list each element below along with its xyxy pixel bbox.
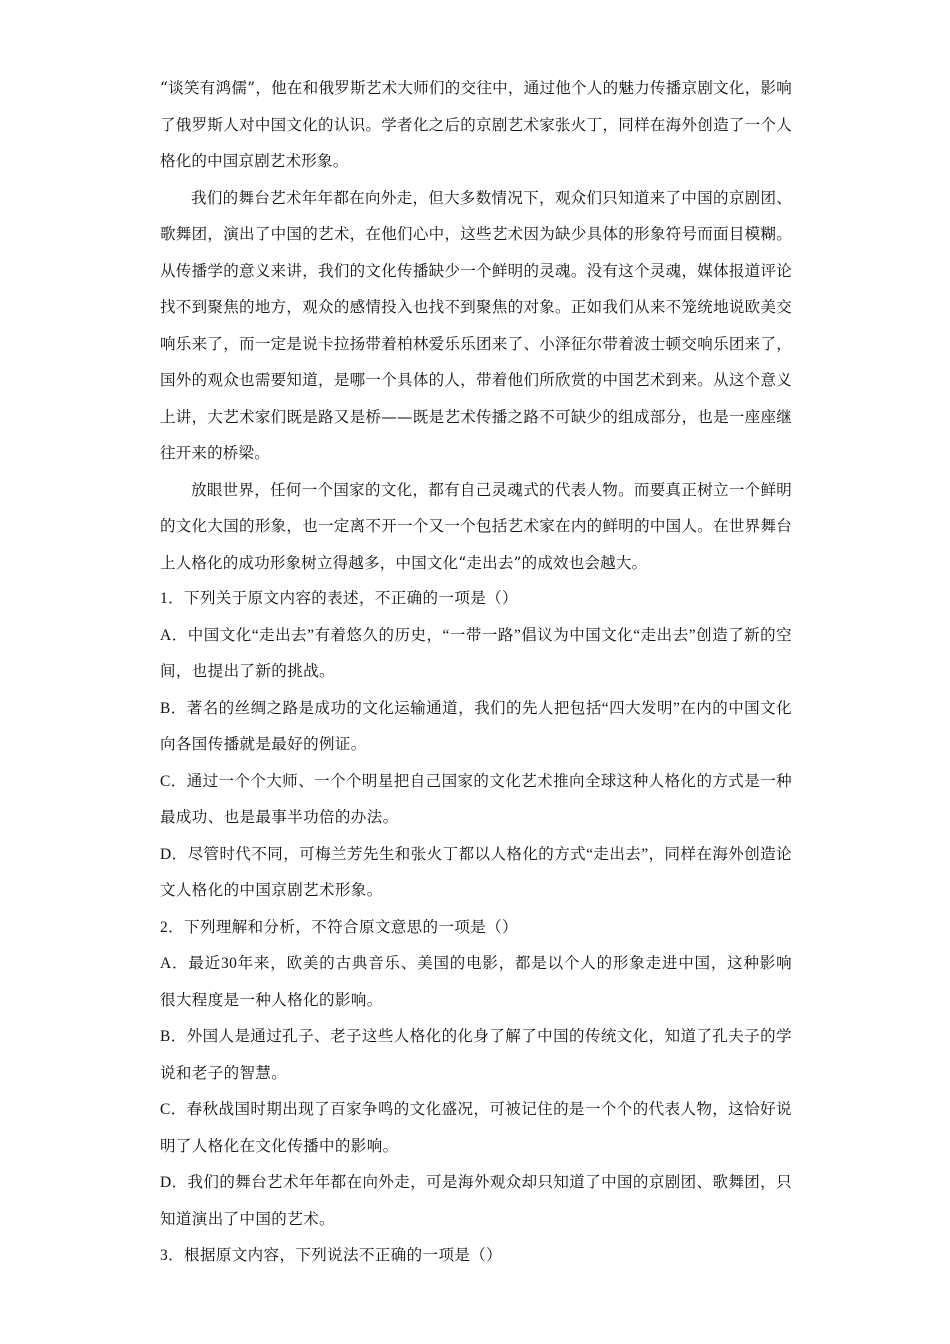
option-b: B．外国人是通过孔子、老子这些人格化的化身了解了中国的传统文化，知道了孔夫子的学说和老子的智慧。 <box>160 1028 792 1082</box>
question-2 <box>160 910 792 1239</box>
passage-paragraph: 我们的舞台艺术年年都在向外走，但大多数情况下，观众们只知道来了中国的京剧团、歌舞团，演出了中国的艺术，在他们心中，这些艺术因为缺少具体的形象符号而面目模糊。从传播学的意义来讲，我们的文化传播缺少一个鲜明的灵魂。没有这个灵魂，媒体报道评论找不到聚焦的地方，观众的感情投入也找不到聚焦的对象。正如我们从来不笼统地说欧美交响乐来了，而一定是说卡拉扬带着柏林爱乐乐团来了、小泽征尔带着波士顿交响乐团来了，国外的观众也需要知道，是哪一个具体的人，带着他们所欣赏的中国艺术到来。从这个意义上讲，大艺术家们既是路又是桥——既是艺术传播之路不可缺少的组成部分，也是一座座继往开来的桥梁。 <box>160 188 792 462</box>
option-a: A．最近30年来，欧美的古典音乐、美国的电影，都是以个人的形象走进中国，这种影响很大程度是一种人格化的影响。 <box>160 955 792 1009</box>
option-a: A．中国文化“走出去”有着悠久的历史，“一带一路”倡议为中国文化“走出去”创造了新的空间，也提出了新的挑战。 <box>160 626 792 680</box>
question-stem: 1．下列关于原文内容的表述，不正确的一项是（） <box>160 590 518 607</box>
question-stem: 3．根据原文内容，下列说法不正确的一项是（） <box>160 1247 503 1264</box>
passage-paragraph: “谈笑有鸿儒”，他在和俄罗斯艺术大师们的交往中，通过他个人的魅力传播京剧文化，影响了俄罗斯人对中国文化的认识。学者化之后的京剧艺术家张火丁，同样在海外创造了一个人格化的中国京剧艺术形象。 <box>160 79 792 170</box>
question-3 <box>160 1238 792 1275</box>
option-c: C．通过一个个大师、一个个明星把自己国家的文化艺术推向全球这种人格化的方式是一种最成功、也是最事半功倍的办法。 <box>160 772 792 826</box>
question-1 <box>160 581 792 910</box>
option-b: B．著名的丝绸之路是成功的文化运输通道，我们的先人把包括“四大发明”在内的中国文化向各国传播就是最好的例证。 <box>160 699 792 753</box>
option-d: D．我们的舞台艺术年年都在向外走，可是海外观众却只知道了中国的京剧团、歌舞团，只知道演出了中国的艺术。 <box>160 1174 792 1228</box>
option-c: C．春秋战国时期出现了百家争鸣的文化盛况，可被记住的是一个个的代表人物，这恰好说明了人格化在文化传播中的影响。 <box>160 1101 792 1155</box>
option-d: D．尽管时代不同，可梅兰芳先生和张火丁都以人格化的方式“走出去”，同样在海外创造论文人格化的中国京剧艺术形象。 <box>160 845 792 899</box>
passage-paragraph: 放眼世界，任何一个国家的文化，都有自己灵魂式的代表人物。而要真正树立一个鲜明的文化大国的形象，也一定离不开一个又一个包括艺术家在内的鲜明的中国人。在世界舞台上人格化的成功形象树立得越多，中国文化“走出去”的成效也会越大。 <box>160 480 792 572</box>
question-stem: 2．下列理解和分析，不符合原文意思的一项是（） <box>160 918 518 936</box>
document-page <box>160 70 792 1275</box>
